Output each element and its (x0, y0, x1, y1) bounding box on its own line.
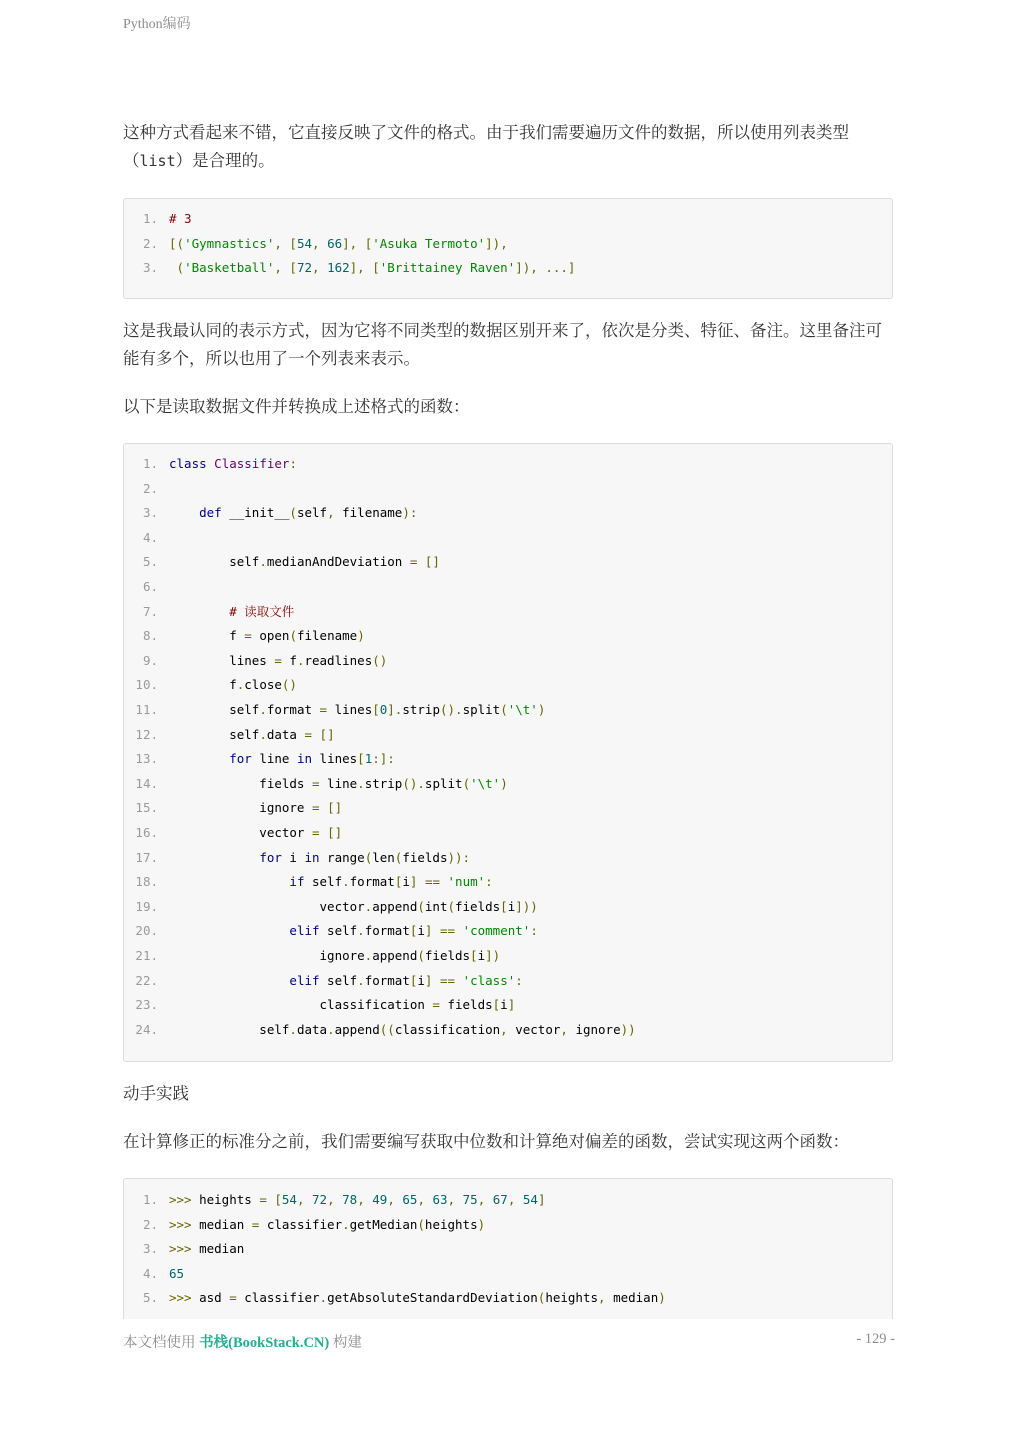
inline-code-list: list (139, 152, 176, 170)
code-text: if self.format[i] == 'num': (289, 874, 493, 890)
code-text: 65 (169, 1265, 185, 1281)
code-line (124, 1190, 546, 1210)
code-line (124, 552, 440, 572)
code-text: ('Basketball', [72, 162], ['Brittainey Raven']), ...] (176, 260, 576, 275)
line-number: 5. (142, 554, 158, 570)
footer-suffix: 构建 (329, 1335, 362, 1351)
line-number: 10. (135, 677, 158, 693)
code-line (124, 528, 158, 548)
line-number: 11. (135, 702, 158, 717)
code-text: for line in lines[1:]: (229, 751, 395, 767)
line-number: 1. (142, 211, 158, 226)
code-line (124, 1239, 245, 1259)
code-line (124, 1215, 486, 1235)
section-heading-practice: 动手实践 (123, 1084, 189, 1103)
footer-brand-link[interactable]: 书栈(BookStack.CN) (199, 1335, 330, 1351)
code-text: self.format = lines[0].strip().split('\t') (169, 702, 546, 717)
paragraph-function-intro: 以下是读取数据文件并转换成上述格式的函数： (123, 397, 470, 416)
code-text: elif self.format[i] == 'class': (289, 972, 523, 988)
page-number: - 129 - (856, 1331, 895, 1347)
code-text: >>> median (169, 1241, 245, 1257)
code-text: vector.append(int(fields[i])) (169, 898, 538, 914)
code-line (124, 651, 388, 671)
code-text: classification = fields[i] (169, 997, 516, 1013)
code-line (124, 626, 365, 646)
code-line (124, 749, 395, 769)
code-line (124, 602, 295, 622)
line-number: 20. (135, 923, 158, 939)
code-line (124, 503, 418, 523)
code-line (124, 971, 523, 991)
footer-prefix: 本文档使用 (123, 1335, 200, 1351)
code-line (124, 209, 192, 229)
code-text: ignore = [] (169, 800, 343, 816)
code-block-median-example[interactable] (123, 1178, 893, 1319)
code-line (124, 1288, 666, 1308)
line-number: 9. (142, 652, 158, 668)
line-number: 1. (142, 456, 158, 471)
code-text: f = open(filename) (169, 628, 365, 644)
line-number: 2. (142, 235, 158, 251)
code-line (124, 921, 538, 941)
code-line (124, 675, 297, 695)
line-number: 5. (142, 1290, 158, 1306)
code-text: >>> median = classifier.getMedian(heights) (169, 1216, 486, 1232)
line-number: 3. (142, 1241, 158, 1257)
code-line (124, 700, 546, 720)
code-text: ignore.append(fields[i]) (169, 948, 501, 963)
paragraph-representation: 这是我最认同的表示方式，因为它将不同类型的数据区别开来了，依次是分类、特征、备注。这里备注可能有多个，所以也用了一个列表来表示。 (123, 321, 882, 368)
line-number: 4. (142, 1265, 158, 1281)
code-text: vector = [] (169, 825, 343, 840)
code-line (124, 479, 158, 499)
code-text: lines = f.readlines() (169, 652, 388, 668)
code-line (124, 995, 516, 1015)
code-line (124, 848, 471, 868)
running-header: Python编码 (123, 17, 191, 32)
line-number: 8. (142, 628, 158, 644)
footer-attribution (123, 1331, 362, 1352)
code-line (124, 258, 576, 278)
code-line (124, 577, 158, 597)
line-number: 3. (142, 505, 158, 521)
line-number: 19. (135, 898, 158, 914)
paragraph-text: 这种方式看起来不错，它直接反映了文件的格式。由于我们需要遍历文件的数据，所以使用列表类型（ (123, 123, 849, 170)
line-number: 1. (142, 1192, 158, 1207)
code-line (124, 946, 501, 966)
line-number: 12. (135, 726, 158, 742)
code-text: self.medianAndDeviation = [] (169, 554, 440, 570)
code-line (124, 823, 343, 843)
line-number: 4. (142, 529, 158, 545)
code-line (124, 774, 508, 794)
code-text: class Classifier: (169, 456, 297, 471)
code-text: for i in range(len(fields)): (259, 849, 471, 865)
line-number: 7. (142, 603, 158, 619)
line-number: 21. (135, 948, 158, 963)
code-text: elif self.format[i] == 'comment': (289, 923, 538, 939)
line-number: 2. (142, 480, 158, 496)
line-number: 14. (135, 775, 158, 791)
code-line (124, 897, 538, 917)
line-number: 18. (135, 874, 158, 890)
line-number: 15. (135, 800, 158, 816)
paragraph-list-format (123, 119, 895, 175)
line-number: 6. (142, 579, 158, 594)
code-line (124, 872, 493, 892)
code-line (124, 1020, 636, 1040)
code-text: def __init__(self, filename): (199, 505, 418, 521)
line-number: 13. (135, 751, 158, 767)
paragraph-exercise: 在计算修正的标准分之前，我们需要编写获取中位数和计算绝对偏差的函数，尝试实现这两个函数： (123, 1132, 849, 1151)
code-line (124, 725, 335, 745)
line-number: 24. (135, 1021, 158, 1037)
code-text: >>> asd = classifier.getAbsoluteStandardDeviation(heights, median) (169, 1290, 666, 1306)
paragraph-text: ）是合理的。 (175, 151, 275, 170)
code-text: self.data = [] (169, 726, 335, 742)
line-number: 22. (135, 972, 158, 988)
code-text: fields = line.strip().split('\t') (169, 775, 508, 791)
code-line (124, 798, 343, 818)
code-text: self.data.append((classification, vector, ignore)) (169, 1021, 636, 1037)
line-number: 23. (135, 997, 158, 1013)
code-text: # 3 (169, 211, 192, 226)
code-block-format-example[interactable] (123, 198, 893, 299)
code-line (124, 1264, 185, 1284)
code-text: # 读取文件 (229, 603, 295, 619)
code-line (124, 454, 297, 474)
code-text: >>> heights = [54, 72, 78, 49, 65, 63, 75, 67, 54] (169, 1192, 546, 1207)
code-text: [('Gymnastics', [54, 66], ['Asuka Termoto']), (169, 235, 508, 251)
line-number: 2. (142, 1216, 158, 1232)
line-number: 17. (135, 849, 158, 865)
line-number: 16. (135, 825, 158, 840)
line-number: 3. (142, 260, 158, 275)
code-text: f.close() (169, 677, 297, 693)
code-line (124, 234, 508, 254)
code-block-classifier[interactable] (123, 443, 893, 1062)
